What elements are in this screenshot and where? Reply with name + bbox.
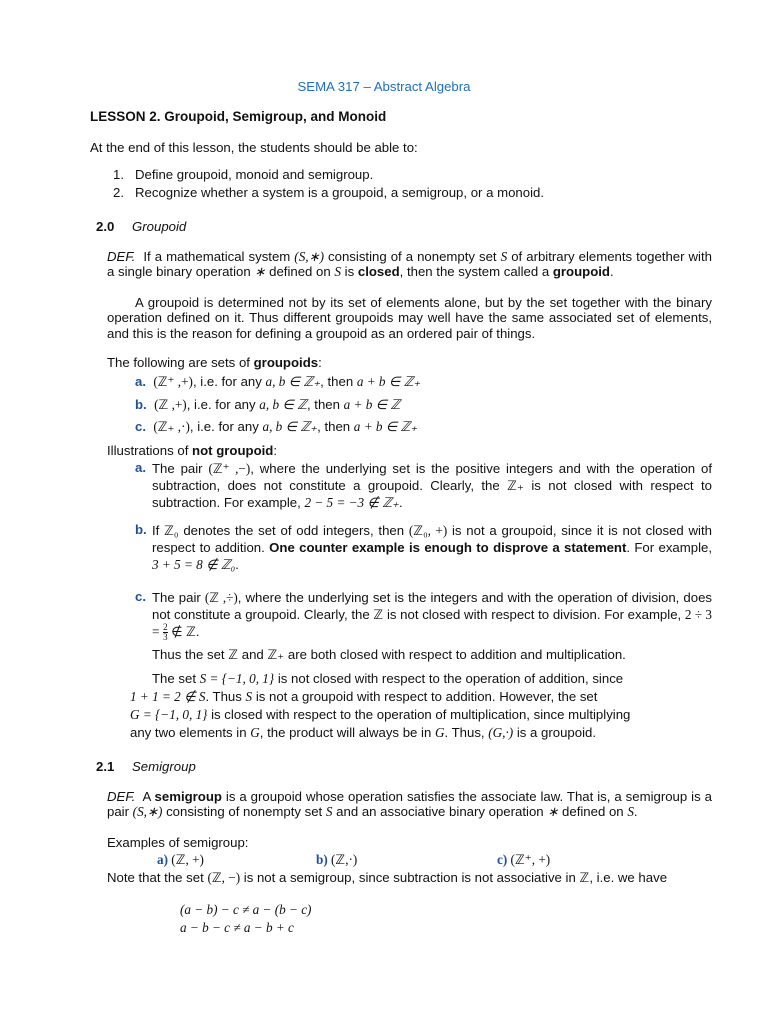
text: is not a groupoid, since it is not closed with respect to addition. [152,523,712,555]
math: ℤ [373,607,384,622]
text: . Thus, [444,725,485,740]
section-number: 2.0 [96,219,115,234]
text: , then the system called a [399,264,550,280]
text: , i.e. for any [186,397,256,412]
lesson-intro: At the end of this lesson, the students should be able to: [90,140,418,155]
math: ℤ [228,647,239,662]
math: (ℤ⁺, +) [510,852,551,867]
math: 3 + 5 = 8 ∉ ℤ₀ [152,557,236,572]
text: is a groupoid. [516,725,597,740]
math: S = {−1, 0, 1} [199,671,275,686]
math: 2 − 5 = −3 ∉ ℤ₊ [304,495,399,510]
text: . [633,804,638,820]
lesson-title: LESSON 2. Groupoid, Semigroup, and Monoid [90,109,387,124]
list-item [113,184,544,202]
math: S [627,804,634,820]
not-groupoid-intro [107,443,277,458]
text: : [318,355,322,370]
text: The pair [152,461,203,476]
math: (ℤ ,÷) [204,590,238,605]
groupoid-example-c [135,419,417,435]
objective-number: 1. [113,167,124,182]
semigroup-note [107,870,712,885]
item-label: b. [135,522,147,537]
text: consisting of a nonempty set [328,249,497,264]
math: ℤ₊ [267,647,285,662]
text: . For example, [626,540,713,555]
text: and an associative binary operation [336,804,544,820]
semigroup-example-c [497,852,550,868]
text: is not closed with respect to the operation of addition, since [277,671,624,686]
math: (ℤ⁺ ,−) [208,461,251,476]
not-groupoid-b [152,522,712,573]
section-heading-2-1 [96,759,196,774]
section-title: Semigroup [132,759,196,774]
text: defined on [269,264,331,280]
math: 2 ÷ 3 = [152,607,713,639]
bold-term: closed [357,264,400,280]
closure-summary [152,647,626,663]
math: a, b ∈ ℤ₊ [262,419,318,434]
math: a + b ∈ ℤ₊ [356,374,421,389]
text: , then [317,419,351,434]
math: a, b ∈ ℤ [259,397,307,412]
text: any two elements in [130,725,247,740]
item-label: a) [157,852,168,867]
text: , then [320,374,354,389]
text-line [130,670,712,688]
semigroup-example-b [316,852,357,868]
math: ∗ [254,264,266,280]
not-groupoid-a [152,460,712,511]
math: (ℤ⁺ ,+) [153,374,193,389]
text: Illustrations of [107,443,189,458]
text: If [152,523,160,538]
course-title: SEMA 317 – Abstract Algebra [297,79,471,94]
text: The pair [152,590,201,605]
text: is not closed with respect to division. For example, [386,607,682,622]
math: S [500,249,508,264]
text: consisting of nonempty set [166,804,323,820]
text: denotes the set of odd integers, then [183,523,405,538]
math: (ℤ,·) [331,852,358,867]
text: , where the underlying set is the integers and with the operation of division, does not constitute a groupoid. Clearly, the [152,590,712,622]
fraction-denominator: 3 [163,632,168,643]
math: ℤ [579,870,590,885]
item-label: c. [135,589,146,604]
math: G [250,725,260,740]
text: , where the underlying set is the positive integers and with the operation of subtraction, does not constitute a groupoid. Clearly, the [152,461,712,493]
math: (ℤ₊ ,·) [153,419,190,434]
math: ∉ ℤ [171,624,196,639]
def-label: DEF. [107,789,136,804]
math: a + b ∈ ℤ₊ [353,419,418,434]
text: Thus the set [152,647,225,662]
math: S [334,264,341,280]
text: defined on [562,804,624,820]
math: a + b ∈ ℤ [343,397,401,412]
list-item [113,166,544,184]
math: G = {−1, 0, 1} [130,707,208,722]
text: . [610,264,614,280]
semigroup-examples-title: Examples of semigroup: [107,835,249,850]
semigroup-example-a [157,852,204,868]
text: , then [306,397,340,412]
objectives-list [113,166,544,202]
math: (ℤ ,+) [154,397,187,412]
math: ℤ₀ [164,523,179,538]
item-label: b. [135,397,147,412]
def-label: DEF. [107,249,136,264]
groupoid-definition [107,249,712,280]
text: is closed with respect to the operation of multiplication, since multiplying [211,707,631,722]
text: is not closed with respect to subtraction. For example, [152,478,712,510]
item-label: a. [135,460,146,475]
groupoid-example-b [135,397,400,413]
text: is not a groupoid with respect to addition. However, the set [255,689,598,704]
bold-term: not groupoid [192,443,274,458]
objective-text: Recognize whether a system is a groupoid, a semigroup, or a monoid. [135,185,545,200]
text: , the product will always be in [259,725,432,740]
text: are both closed with respect to addition and multiplication. [287,647,626,662]
text-line [130,706,712,724]
not-groupoid-c [152,589,712,642]
math: ℤ₊ [507,478,524,493]
text: If a mathematical system [143,249,291,264]
bold-term: semigroup [154,789,222,804]
text: is not a semigroup, since subtraction is not associative in [243,870,576,885]
objective-text: Define groupoid, monoid and semigroup. [135,167,374,182]
math: 1 + 1 = 2 ∉ S [130,689,206,704]
set-example-paragraph [130,670,712,742]
math: (S,∗) [294,249,325,264]
text: Note that the set [107,870,204,885]
objective-number: 2. [113,185,124,200]
bold-term: One counter example is enough to disprove a statement [269,540,627,555]
math: G [434,725,445,740]
text: and [241,647,264,662]
math: (ℤ₀, +) [408,523,448,538]
text: . [235,557,239,572]
bold-term: groupoids [253,355,319,370]
text: . [399,495,403,510]
math: S [325,804,333,820]
section-heading-2-0 [96,219,186,234]
equation-1: (a − b) − c ≠ a − (b − c) [180,902,312,917]
fraction-numerator: 2 [163,622,168,633]
math: (S,∗) [132,804,163,820]
item-label: c. [135,419,146,434]
fraction [163,623,168,642]
section-number: 2.1 [96,759,115,774]
item-label: c) [497,852,508,867]
text: of arbitrary elements together with a single binary operation [107,249,712,280]
math: ∗ [547,804,559,820]
text: , i.e. for any [192,374,262,389]
math: (ℤ, −) [207,870,241,885]
math: (G,·) [488,725,514,740]
text: . [195,624,200,639]
text: , i.e. for any [189,419,259,434]
groupoid-paragraph: A groupoid is determined not by its set of elements alone, but by the set together with the binary operation defined on it. Thus different groupoids may well have the same associated set of elements, and this is the reason for defining a groupoid as an ordered pair of things. [107,295,712,341]
bold-term: groupoid [552,264,610,280]
text: is a groupoid whose operation satisfies the associate law. That is, a semigroup is a pair [107,789,712,820]
groupoid-example-a [135,374,420,390]
text: The following are sets of [107,355,250,370]
text: A [142,789,151,804]
section-title: Groupoid [132,219,187,234]
equation-2: a − b − c ≠ a − b + c [180,920,294,935]
math: a, b ∈ ℤ₊ [265,374,321,389]
text: is [344,264,355,280]
groupoid-examples-intro [107,355,322,370]
semigroup-definition [107,789,712,820]
text: . Thus [205,689,242,704]
math: S [245,689,253,704]
text-line [130,688,712,706]
item-label: b) [316,852,328,867]
text: The set [152,671,196,686]
text: : [273,443,278,458]
text-line [130,724,712,742]
math: (ℤ, +) [171,852,204,867]
item-label: a. [135,374,146,389]
text: , i.e. we have [589,870,668,885]
